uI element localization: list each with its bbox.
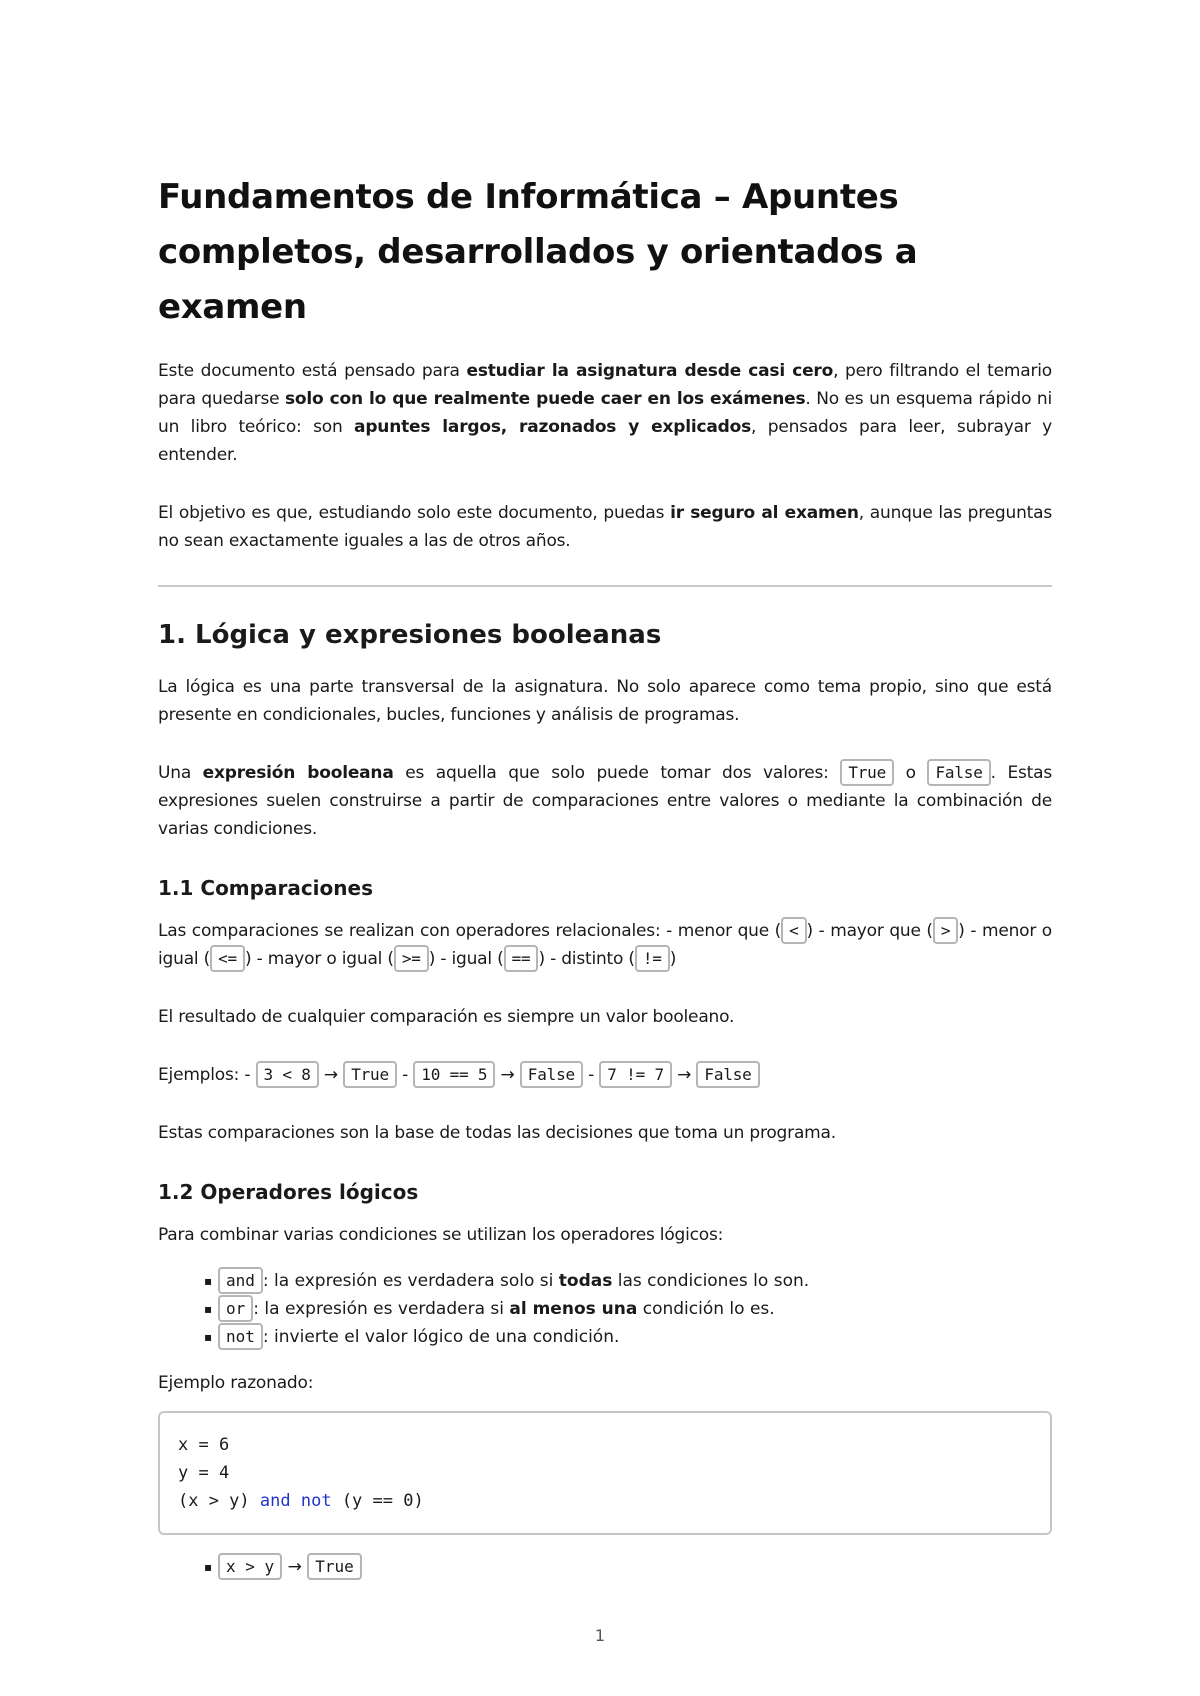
list-item-or: ▪ or : la expresión es verdadera si al menos una condición lo es.	[206, 1295, 1052, 1323]
page-number: 1	[594, 1626, 606, 1645]
op-not-equal: !=	[635, 945, 670, 972]
list-item-and: ▪ and : la expresión es verdadera solo si todas las condiciones lo son.	[206, 1267, 1052, 1295]
comparisons-paragraph: Las comparaciones se realizan con operadores relacionales: - menor que ( < ) - mayor que ( > ) - menor o igual ( <= ) - mayor o igual ( >= ) - igual ( == ) - distinto ( != )	[158, 917, 1052, 973]
section-1-paragraph-2: Una expresión booleana es aquella que solo puede tomar dos valores: True o False . Estas expresiones suelen construirse a partir de comparaciones entre valores o mediante la combinación de varias condiciones.	[158, 759, 1052, 843]
op-less-equal: <=	[210, 945, 245, 972]
example-2-code: 10 == 5	[413, 1061, 495, 1088]
list-item-not: ▪ not : invierte el valor lógico de una condición.	[206, 1323, 1052, 1351]
document-page	[158, 170, 1052, 1599]
intro-paragraph-2: El objetivo es que, estudiando solo este documento, puedas ir seguro al examen, aunque las preguntas no sean exactamente iguales a las de otros años.	[158, 503, 1052, 551]
comparisons-closing-paragraph: Estas comparaciones son la base de todas las decisiones que toma un programa.	[158, 1123, 836, 1143]
example-3-result: False	[696, 1061, 759, 1088]
section-1-heading: 1. Lógica y expresiones booleanas	[158, 620, 662, 650]
code-block: x = 6 y = 4 (x > y) and not (y == 0)	[158, 1411, 1052, 1535]
document-title: Fundamentos de Informática – Apuntes completos, desarrollados y orientados a examen	[158, 177, 918, 327]
arrow-icon: →	[323, 1065, 338, 1085]
arrow-icon: →	[500, 1065, 515, 1085]
example-2-result: False	[520, 1061, 583, 1088]
logical-operators-intro: Para combinar varias condiciones se utilizan los operadores lógicos:	[158, 1225, 724, 1245]
section-1-paragraph-1: La lógica es una parte transversal de la asignatura. No solo aparece como tema propio, sino que está presente en condicionales, bucles, funciones y análisis de programas.	[158, 677, 1052, 725]
arrow-icon: →	[677, 1065, 692, 1085]
op-greater-equal: >=	[394, 945, 429, 972]
logical-operators-list	[158, 1267, 1052, 1351]
arrow-icon: →	[287, 1557, 302, 1577]
op-equal: ==	[504, 945, 539, 972]
example-1-result: True	[343, 1061, 397, 1088]
op-less-than: <	[781, 917, 806, 944]
section-divider	[158, 585, 1052, 587]
inline-code-false: False	[927, 759, 990, 786]
example-3-code: 7 != 7	[599, 1061, 672, 1088]
subsection-1-1-heading: 1.1 Comparaciones	[158, 876, 373, 900]
example-1-code: 3 < 8	[256, 1061, 319, 1088]
op-greater-than: >	[933, 917, 958, 944]
intro-paragraph-1: Este documento está pensado para estudiar la asignatura desde casi cero, pero filtrando el temario para quedarse solo con lo que realmente puede caer en los exámenes. No es un esquema rápido ni un libro teórico: son apuntes largos, razonados y explicados, pensados para leer, subrayar y entender.	[158, 361, 1052, 465]
list-item-step-1: ▪ x > y → True	[206, 1553, 1052, 1581]
examples-paragraph: Ejemplos: - 3 < 8 → True - 10 == 5 → False - 7 != 7 → False	[158, 1061, 1052, 1089]
example-label: Ejemplo razonado:	[158, 1373, 314, 1393]
comparison-result-paragraph: El resultado de cualquier comparación es siempre un valor booleano.	[158, 1007, 735, 1027]
subsection-1-2-heading: 1.2 Operadores lógicos	[158, 1180, 419, 1204]
reasoning-list	[158, 1553, 1052, 1581]
inline-code-true: True	[840, 759, 894, 786]
